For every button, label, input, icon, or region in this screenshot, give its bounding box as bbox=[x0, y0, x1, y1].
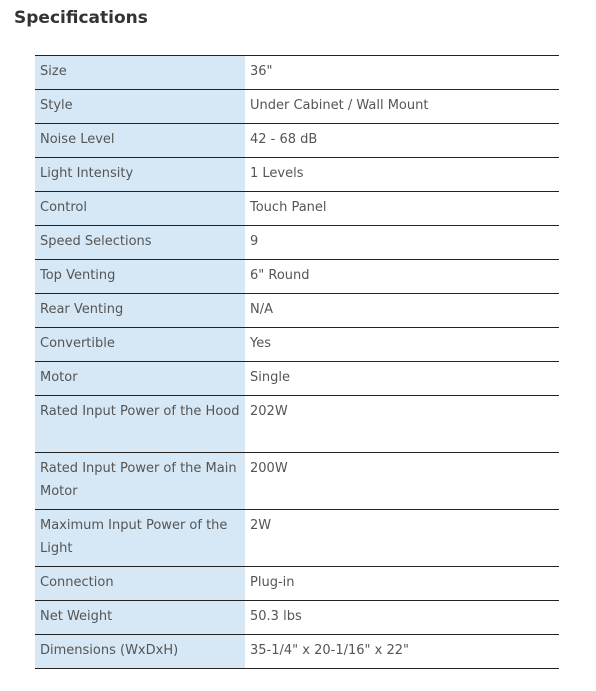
spec-label: Rated Input Power of the Main Motor bbox=[35, 453, 245, 510]
section-title: Specifications bbox=[14, 8, 148, 28]
spec-value: Touch Panel bbox=[245, 192, 559, 226]
spec-value: 42 - 68 dB bbox=[245, 124, 559, 158]
spec-row-light-intensity bbox=[35, 158, 559, 192]
spec-label: Net Weight bbox=[35, 601, 245, 635]
spec-label: Convertible bbox=[35, 328, 245, 362]
spec-value: 202W bbox=[245, 396, 559, 453]
spec-value: 9 bbox=[245, 226, 559, 260]
spec-value: N/A bbox=[245, 294, 559, 328]
spec-row-motor bbox=[35, 362, 559, 396]
spec-label: Noise Level bbox=[35, 124, 245, 158]
spec-label: Motor bbox=[35, 362, 245, 396]
spec-value: Single bbox=[245, 362, 559, 396]
spec-row-connection bbox=[35, 567, 559, 601]
spec-row-speed-selections bbox=[35, 226, 559, 260]
spec-row-max-input-power-light bbox=[35, 510, 559, 567]
spec-row-rear-venting bbox=[35, 294, 559, 328]
spec-label: Rated Input Power of the Hood bbox=[35, 396, 245, 453]
spec-label: Connection bbox=[35, 567, 245, 601]
spec-value: 36" bbox=[245, 56, 559, 90]
spec-value: 2W bbox=[245, 510, 559, 567]
spec-row-style bbox=[35, 90, 559, 124]
spec-label: Top Venting bbox=[35, 260, 245, 294]
spec-label: Light Intensity bbox=[35, 158, 245, 192]
spec-value: 200W bbox=[245, 453, 559, 510]
spec-row-rated-input-power-motor bbox=[35, 453, 559, 510]
spec-label: Size bbox=[35, 56, 245, 90]
spec-label: Maximum Input Power of the Light bbox=[35, 510, 245, 567]
spec-value: 35-1/4" x 20-1/16" x 22" bbox=[245, 635, 559, 669]
spec-value: Plug-in bbox=[245, 567, 559, 601]
spec-row-rated-input-power-hood bbox=[35, 396, 559, 453]
spec-row-control bbox=[35, 192, 559, 226]
spec-row-size bbox=[35, 56, 559, 90]
spec-value: Under Cabinet / Wall Mount bbox=[245, 90, 559, 124]
spec-value: 1 Levels bbox=[245, 158, 559, 192]
spec-label: Speed Selections bbox=[35, 226, 245, 260]
specifications-table bbox=[35, 55, 559, 669]
spec-row-noise-level bbox=[35, 124, 559, 158]
spec-row-top-venting bbox=[35, 260, 559, 294]
spec-label: Dimensions (WxDxH) bbox=[35, 635, 245, 669]
spec-label: Control bbox=[35, 192, 245, 226]
spec-value: 6" Round bbox=[245, 260, 559, 294]
spec-value: 50.3 lbs bbox=[245, 601, 559, 635]
spec-row-net-weight bbox=[35, 601, 559, 635]
spec-label: Rear Venting bbox=[35, 294, 245, 328]
spec-row-convertible bbox=[35, 328, 559, 362]
spec-value: Yes bbox=[245, 328, 559, 362]
spec-row-dimensions bbox=[35, 635, 559, 669]
spec-label: Style bbox=[35, 90, 245, 124]
